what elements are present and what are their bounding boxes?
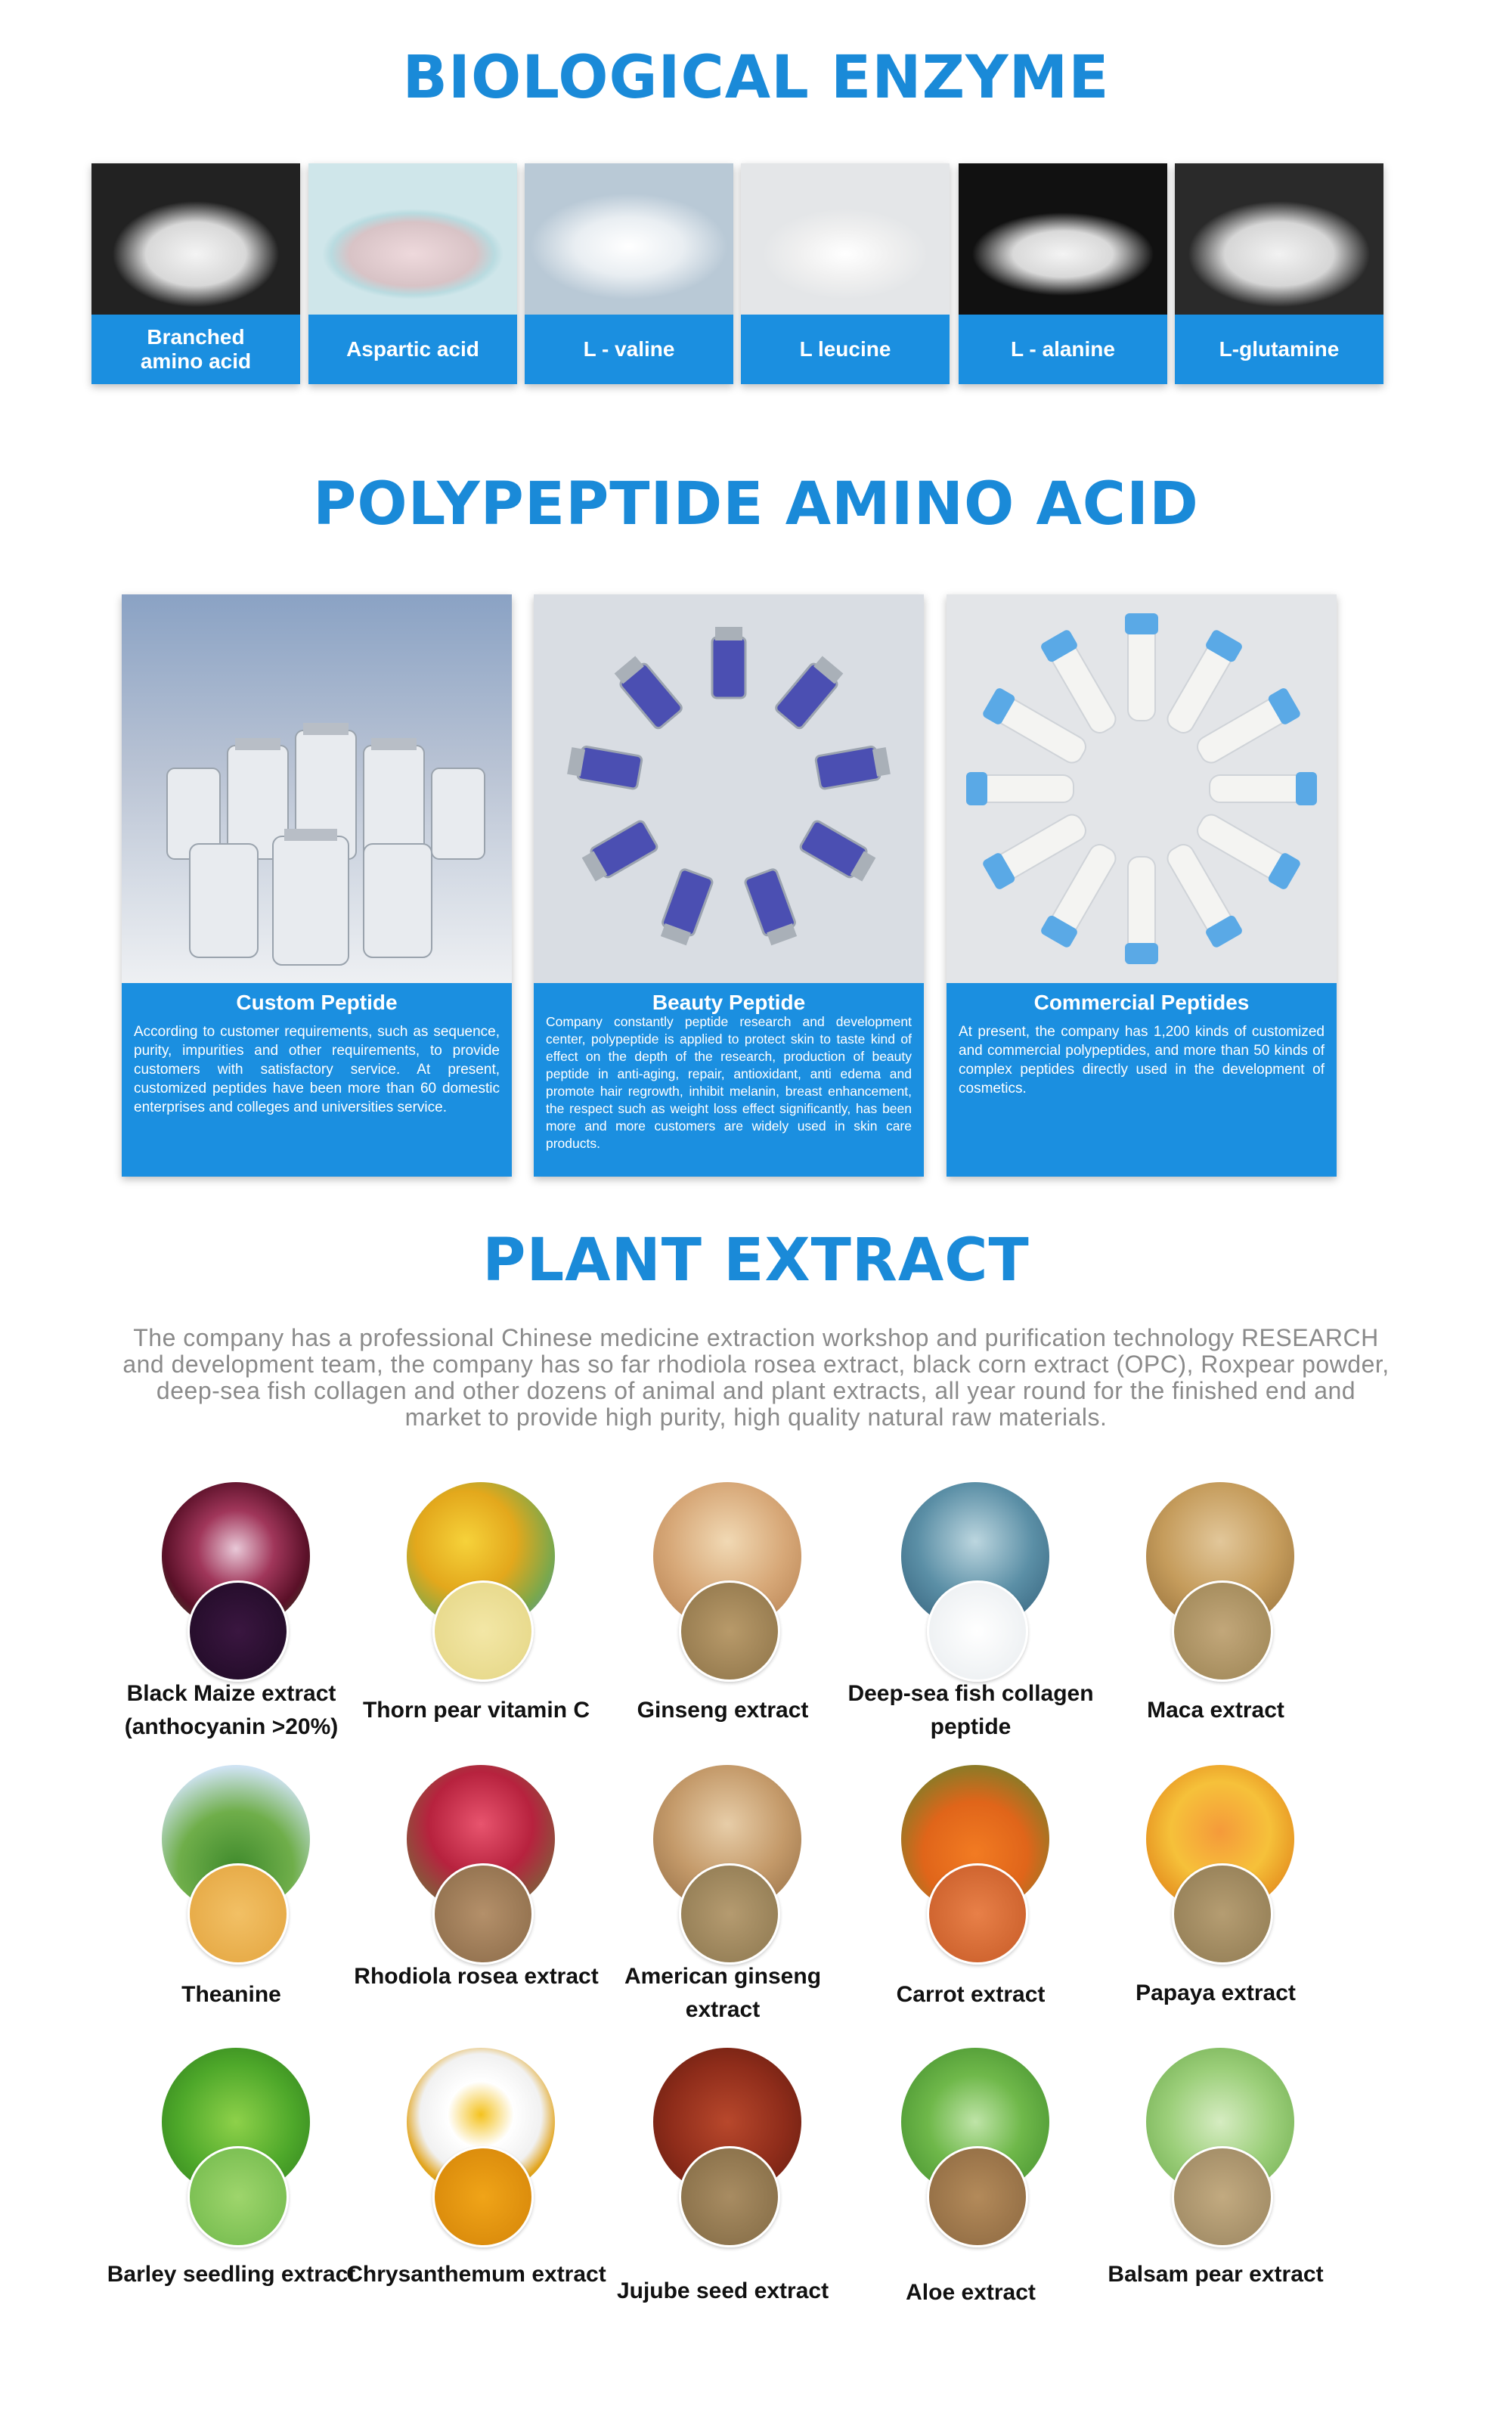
enzyme-card-aspartic[interactable] xyxy=(308,163,517,384)
enzyme-label: L - alanine xyxy=(1011,337,1115,361)
peptide-card-title: Beauty Peptide xyxy=(652,991,806,1014)
powder-photo xyxy=(1172,1580,1273,1682)
powder-dish-photo xyxy=(308,163,517,315)
powder-photo xyxy=(679,1863,780,1965)
peptide-card-text: Company constantly peptide research and development center, polypeptide is applied to protect skin to taste kind of effect on the depth of the research, production of beauty peptide in anti-aging, repair, antioxidant, anti edema and promote hair regrowth, inhibit melanin, breast enhancement, the respect such as weight loss effect significantly, has been more and more customers are widely used in skin care products. xyxy=(546,1014,912,1151)
powder-photo xyxy=(91,163,300,315)
vials-circle-photo xyxy=(534,594,924,983)
enzyme-label: L - valine xyxy=(583,337,675,361)
enzyme-label: Branched amino acid xyxy=(140,325,252,373)
powder-photo xyxy=(432,1580,534,1682)
powder-photo xyxy=(432,1863,534,1965)
plant-label: Aloe extract xyxy=(906,2280,1036,2305)
tubes-photo xyxy=(947,594,1337,983)
powder-photo xyxy=(1172,1863,1273,1965)
enzyme-card-leucine[interactable] xyxy=(741,163,950,384)
peptide-card-title: Commercial Peptides xyxy=(1033,991,1250,1014)
plant-intro-text: The company has a professional Chinese medicine extraction workshop and purification technology RESEARCH and development team, the company has so far rhodiola rosea extract, black corn extract (OPC), Roxpear powder, deep-sea fish collagen and other dozens of animal and plant extracts, all year round for the finished end and market to provide high purity, high quality natural raw materials. xyxy=(122,1324,1390,1431)
powder-dish-photo xyxy=(959,163,1167,315)
powder-photo xyxy=(679,2146,780,2247)
enzyme-label: L-glutamine xyxy=(1219,337,1340,361)
plant-label: Thorn pear vitamin C xyxy=(362,1698,590,1723)
powder-photo xyxy=(1175,163,1383,315)
enzyme-label: L leucine xyxy=(799,337,891,361)
plant-label: Jujube seed extract xyxy=(616,2278,829,2303)
peptide-card-title: Custom Peptide xyxy=(236,991,398,1014)
plant-label: Ginseng extract xyxy=(637,1698,809,1723)
enzyme-label: Aspartic acid xyxy=(346,337,479,361)
plant-label: American ginseng extract xyxy=(624,1964,822,2022)
plant-label: Maca extract xyxy=(1147,1698,1284,1723)
plant-section-title: PLANT EXTRACT xyxy=(482,1227,1030,1295)
peptide-card-text: According to customer requirements, such as sequence, purity, impurities and other requirements, to provide customers with satisfactory service. At present, customized peptides have been more than 60 domestic enterprises and colleges and universities service. xyxy=(134,1024,500,1115)
liquid-photo xyxy=(432,2146,534,2247)
powder-photo xyxy=(927,1580,1028,1682)
plant-label: Barley seedling extract xyxy=(107,2262,356,2287)
plant-label: Deep-sea fish collagen peptide xyxy=(847,1681,1094,1739)
enzyme-card-valine[interactable] xyxy=(525,163,733,384)
powder-photo xyxy=(927,1863,1028,1965)
plant-label: Theanine xyxy=(181,1982,281,2007)
powder-photo xyxy=(679,1580,780,1682)
plant-label: Rhodiola rosea extract xyxy=(354,1964,599,1989)
vials-photo xyxy=(122,594,512,983)
peptide-card-text: At present, the company has 1,200 kinds of customized and commercial polypeptides, and more than 50 kinds of complex peptides directly used in the development of cosmetics. xyxy=(959,1024,1325,1096)
powder-photo xyxy=(927,2146,1028,2247)
plant-label: Balsam pear extract xyxy=(1108,2262,1324,2287)
powder-photo xyxy=(1172,2146,1273,2247)
enzyme-card-branched[interactable] xyxy=(91,163,300,384)
powder-photo xyxy=(187,1580,289,1682)
peptide-card-custom[interactable] xyxy=(122,594,512,1177)
enzyme-card-glutamine[interactable] xyxy=(1175,163,1383,384)
powder-photo xyxy=(525,163,733,315)
peptide-card-commercial[interactable] xyxy=(947,594,1337,1177)
plant-label: Chrysanthemum extract xyxy=(346,2262,606,2287)
enzyme-card-alanine[interactable] xyxy=(959,163,1167,384)
plant-label: Papaya extract xyxy=(1136,1980,1296,2005)
powder-photo xyxy=(187,1863,289,1965)
powder-photo xyxy=(187,2146,289,2247)
plant-label: Carrot extract xyxy=(896,1982,1046,2007)
plant-label: Black Maize extract (anthocyanin >20%) xyxy=(124,1681,339,1739)
enzyme-section-title: BIOLOGICAL ENZYME xyxy=(402,44,1110,112)
peptide-card-beauty[interactable] xyxy=(534,594,924,1177)
powder-photo xyxy=(741,163,950,315)
peptide-section-title: POLYPEPTIDE AMINO ACID xyxy=(313,470,1199,538)
